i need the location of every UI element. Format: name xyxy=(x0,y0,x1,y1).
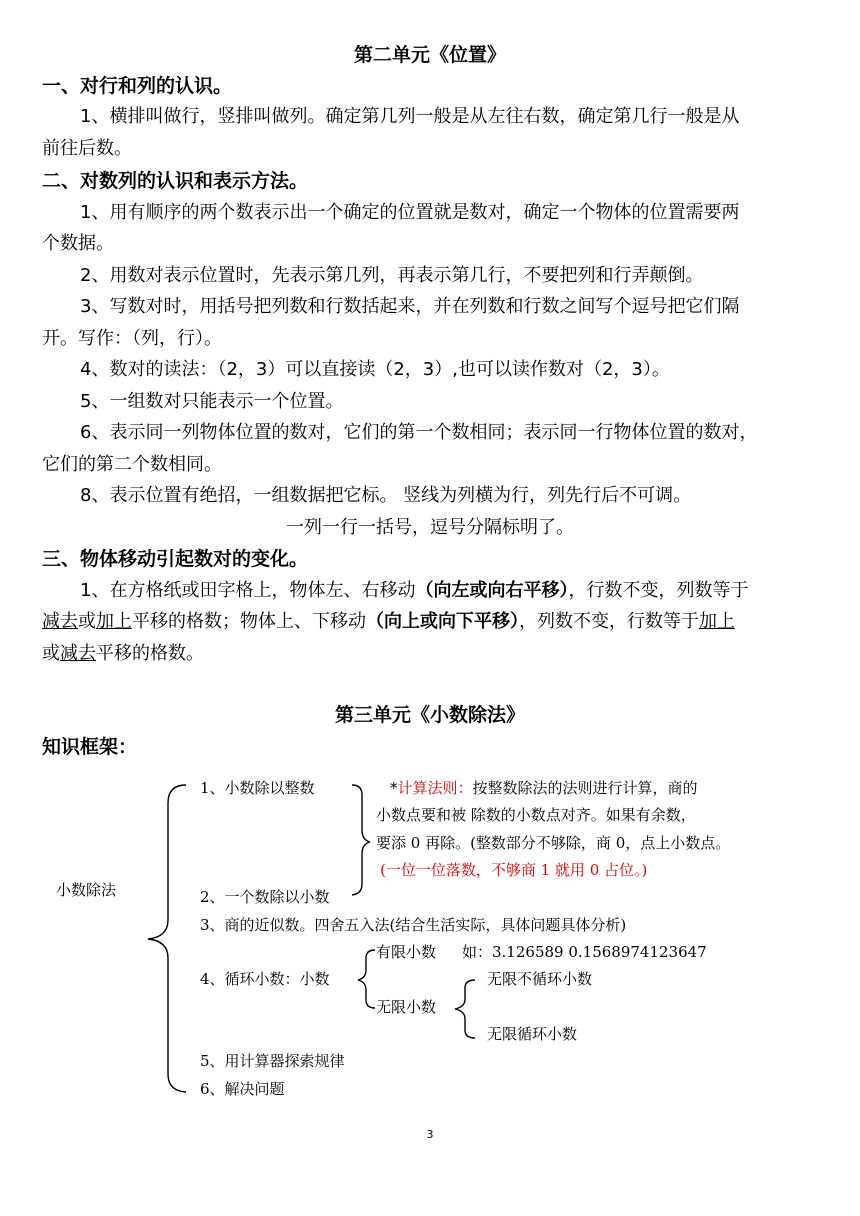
item-calculator: 5、用计算器探索规律 xyxy=(200,1052,345,1070)
s3-l1-text-c: ，行数不变，列数等于 xyxy=(568,580,749,601)
framework-root: 小数除法 xyxy=(56,881,117,899)
s1-paragraph1-line2: 前往后数。 xyxy=(42,138,132,159)
s3-l2-text-d: 平移的格数；物体上、下移动 xyxy=(132,611,366,632)
cyclic-brace xyxy=(358,950,375,1008)
s2-paragraph6-line1: 6、表示同一列物体位置的数对，它们的第一个数相同；表示同一行物体位置的数对， xyxy=(80,422,758,443)
s2-paragraph8-line1: 8、表示位置有绝招，一组数据把它标。 竖线为列横为行，列先行后不可调。 xyxy=(80,485,692,506)
infinite-repeating: 无限循环小数 xyxy=(487,1025,578,1043)
s2-paragraph3-line2: 开。写作：（列，行）。 xyxy=(42,328,222,349)
rule-star: * xyxy=(390,779,398,797)
s3-l2-bold: （向上或向下平移） xyxy=(366,611,519,632)
infinite-brace xyxy=(455,980,475,1038)
s3-l1-text-a: 1、在方格纸或田字格上，物体左、右移动 xyxy=(80,580,416,601)
item-decimal-by-integer: 1、小数除以整数 xyxy=(200,779,315,797)
calc-rule-line2: 小数点要和被 除数的小数点对齐。如果有余数， xyxy=(376,806,696,824)
rule-label: 计算法则： xyxy=(397,779,473,797)
s3-l2-text-f: ，列数不变，行数等于 xyxy=(519,611,699,632)
rule-brace xyxy=(352,785,370,895)
s2-paragraph6-line2: 它们的第二个数相同。 xyxy=(42,454,222,475)
unit2-title: 第二单元《位置》 xyxy=(353,44,506,66)
s2-paragraph3-line1: 3、写数对时，用括号把列数和行数括起来，并在列数和行数之间写个逗号把它们隔 xyxy=(80,296,740,317)
framework-label: 知识框架： xyxy=(42,736,138,758)
item-cyclic-decimal: 4、循环小数：小数 xyxy=(200,970,330,988)
s3-l2-underline-subtract: 减去 xyxy=(42,611,78,632)
s3-l2-underline-add2: 加上 xyxy=(699,611,735,632)
infinite-nonrepeating: 无限不循环小数 xyxy=(487,970,593,988)
item-number-by-decimal: 2、一个数除以小数 xyxy=(200,888,330,906)
item-approx-quotient: 3、商的近似数。四舍五入法(结合生活实际，具体问题具体分析) xyxy=(200,916,627,934)
s2-paragraph4: 4、数对的读法：（2，3）可以直接读（2，3）,也可以读作数对（2，3）。 xyxy=(80,359,670,380)
rule-text1: 按整数除法的法则进行计算，商的 xyxy=(472,779,698,797)
calc-rule-line3: 要添 0 再除。(整数部分不够除，商 0，点上小数点。 xyxy=(376,834,731,852)
s2-paragraph1-line2: 个数据。 xyxy=(42,233,114,254)
s3-l2-text-b: 或 xyxy=(78,611,96,632)
section2-heading: 二、对数列的认识和表示方法。 xyxy=(42,170,309,192)
s3-l1-bold: （向左或向右平移） xyxy=(415,580,569,601)
s3-l3-underline-subtract: 减去 xyxy=(60,643,96,664)
main-brace xyxy=(148,785,186,1092)
s1-paragraph1-line1: 1、横排叫做行，竖排叫做列。确定第几列一般是从左往右数，确定第几行一般是从 xyxy=(80,106,740,127)
s3-l3-text-c: 平移的格数。 xyxy=(96,643,204,664)
s3-l2-underline-add: 加上 xyxy=(96,611,132,632)
s2-paragraph8-line2: 一列一行一括号，逗号分隔标明了。 xyxy=(286,517,574,538)
item-solve-problems: 6、解决问题 xyxy=(200,1080,285,1098)
finite-example: 如：3.126589 0.1568974123647 xyxy=(462,943,707,961)
calc-rule-line4: (一位一位落数，不够商 1 就用 0 占位。) xyxy=(380,861,648,879)
calc-rule-line1 xyxy=(390,778,698,798)
s2-paragraph5: 5、一组数对只能表示一个位置。 xyxy=(80,391,344,412)
infinite-decimal: 无限小数 xyxy=(376,998,437,1016)
s3-l3-text-a: 或 xyxy=(42,643,60,664)
finite-decimal: 有限小数 xyxy=(376,943,437,961)
section3-heading: 三、物体移动引起数对的变化。 xyxy=(42,548,309,570)
unit3-title: 第三单元《小数除法》 xyxy=(334,704,525,726)
s2-paragraph1-line1: 1、用有顺序的两个数表示出一个确定的位置就是数对，确定一个物体的位置需要两 xyxy=(80,202,740,223)
page-number: 3 xyxy=(426,1128,434,1141)
s2-paragraph2: 2、用数对表示位置时，先表示第几列，再表示第几行，不要把列和行弄颠倒。 xyxy=(80,265,704,286)
section1-heading: 一、对行和列的认识。 xyxy=(42,75,233,97)
